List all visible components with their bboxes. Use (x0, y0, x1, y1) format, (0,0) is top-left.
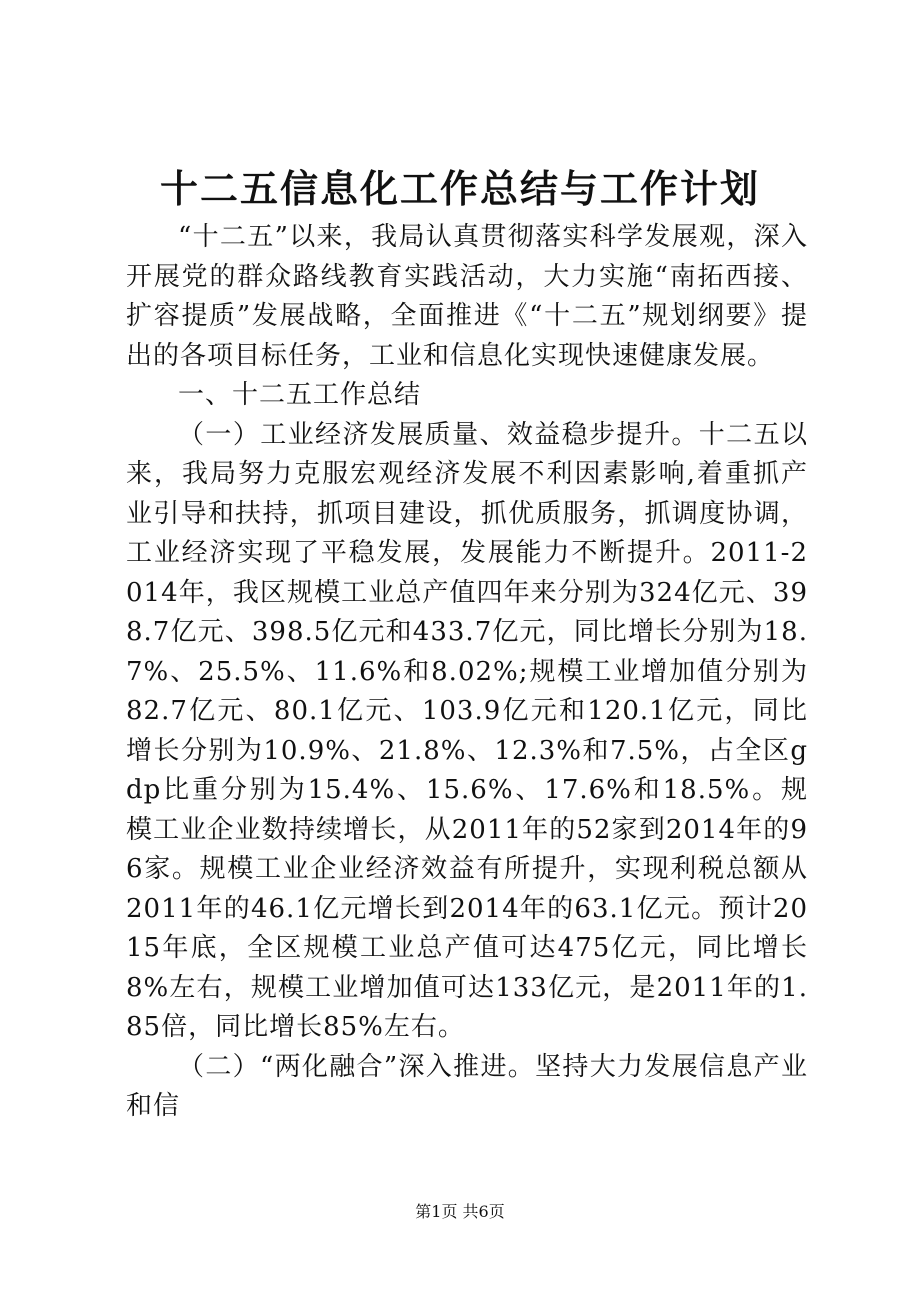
document-title: 十二五信息化工作总结与工作计划 (159, 166, 760, 211)
section-heading-1: 一、十二五工作总结 (178, 380, 422, 410)
section-1-paragraph-1: （一）工业经济发展质量、效益稳步提升。十二五以来，我局努力克服宏观经济发展不利因素影响,着重抓产业引导和扶持，抓项目建设，抓优质服务，抓调度协调，工业经济实现了平稳发展，发展能力不断提升。2011-2014年，我区规模工业总产值四年来分别为324亿元、398.7亿元、398.5亿元和433.7亿元，同比增长分别为18.7%、25.5%、11.6%和8.02%;规模工业增加值分别为82.7亿元、80.1亿元、103.9亿元和120.1亿元，同比增长分别为10.9%、21.8%、12.3%和7.5%，占全区gdp比重分别为15.4%、15.6%、17.6%和18.5%。规模工业企业数持续增长，从2011年的52家到2014年的96家。规模工业企业经济效益有所提升，实现利税总额从2011年的46.1亿元增长到2014年的63.1亿元。预计2015年底，全区规模工业总产值可达475亿元，同比增长8%左右，规模工业增加值可达133亿元，是2011年的1.85倍，同比增长85%左右。 (126, 419, 808, 1042)
intro-paragraph: “十二五”以来，我局认真贯彻落实科学发展观，深入开展党的群众路线教育实践活动，大力实施“南拓西接、扩容提质”发展战略，全面推进《“十二五”规划纲要》提出的各项目标任务，工业和信息化实现快速健康发展。 (126, 222, 808, 371)
document-body (126, 218, 808, 1127)
section-1-paragraph-2: （二）“两化融合”深入推进。坚持大力发展信息产业和信 (126, 1051, 808, 1121)
page-number-footer: 第1页 共6页 (415, 1202, 505, 1221)
